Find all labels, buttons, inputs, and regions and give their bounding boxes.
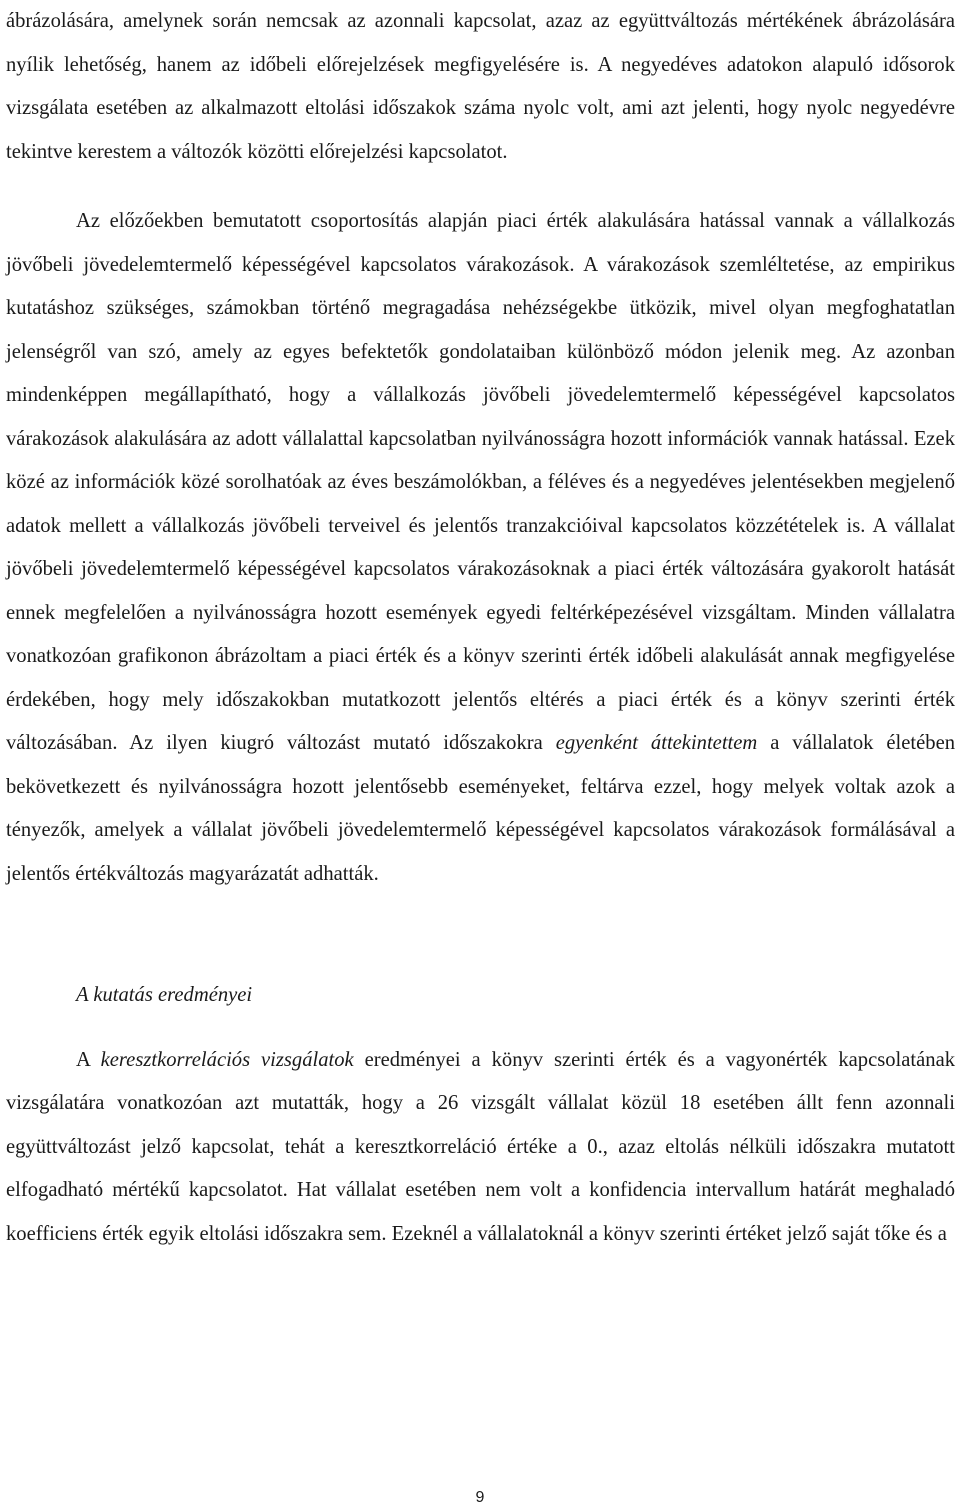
document-page — [6, 0, 955, 1256]
section-heading: A kutatás eredményei — [76, 984, 253, 1006]
paragraph-1: ábrázolására, amelynek során nemcsak az azonnali kapcsolat, azaz az együttváltozás mértékének ábrázolására nyílik lehetőség, hanem az időbeli előrejelzések megfigyelésére is. A negyedéves adatokon alapuló idősorok vizsgálata esetében az alkalmazott eltolási időszakok száma nyolc volt, ami azt jelenti, hogy nyolc negyedévre tekintve kerestem a változók közötti előrejelzési kapcsolatot. — [6, 10, 955, 163]
paragraph-2-text-start: Az előzőekben bemutatott csoportosítás alapján piaci érték alakulására hatással vannak a vállalkozás jövőbeli jövedelemtermelő képességével kapcsolatos várakozások. A várakozások szemléltetése, az empirikus kutatáshoz szükséges, számokban történő megragadása nehézségekbe ütközik, mivel olyan megfoghatatlan jelenségről van szó, amely az egyes befektetők gondolataiban különböző módon jelenik meg. Az azonban mindenképpen megállapítható, hogy a vállalkozás jövőbeli jövedelemtermelő képességével kapcsolatos várakozások alakulására az adott vállalattal kapcsolatban nyilvánosságra hozott információk vannak hatással. Ezek közé az információk közé sorolhatóak az éves beszámolókban, a féléves és a negyedéves jelentésekben megjelenő adatok mellett a vállalkozás jövőbeli terveivel és jelentős tranzakcióival kapcsolatos közzétételek is. A vállalat jövőbeli jövedelemtermelő képességével kapcsolatos várakozásoknak a piaci érték változására gyakorolt hatását ennek megfelelően a nyilvánosságra hozott események egyedi feltérképezésével vizsgáltam. Minden vállalatra vonatkozóan grafikonon ábrázoltam a piaci érték és a könyv szerinti érték időbeli alakulását annak megfigyelése érdekében, hogy mely időszakokban mutatkozott jelentős eltérés a piaci érték és a könyv szerinti érték változásában. Az ilyen kiugró változást mutató időszakokra — [6, 210, 955, 754]
paragraph-2 — [6, 200, 955, 896]
results-paragraph — [6, 1039, 955, 1257]
paragraph-2-text-end: a vállalatok életében bekövetkezett és nyilvánosságra hozott jelentősebb eseményeket, feltárva ezzel, hogy melyek voltak azok a tényezők, amelyek a vállalat jövőbeli jövedelemtermelő képességével kapcsolatos várakozások formálásával a jelentős értékváltozás magyarázatát adhatták. — [6, 732, 956, 885]
paragraph-2-emphasis: egyenként áttekintettem — [555, 732, 758, 754]
page-number: 9 — [475, 1489, 485, 1506]
results-paragraph-text-start: A — [76, 1048, 101, 1071]
results-paragraph-emphasis: keresztkorrelációs vizsgálatok — [100, 1048, 354, 1071]
results-paragraph-text-end: eredményei a könyv szerinti érték és a vagyonérték kapcsolatának vizsgálatára vonatkozóan azt mutatták, hogy a 26 vizsgált vállalat közül 18 esetében állt fenn azonnali együttváltozást jelző kapcsolat, tehát a keresztkorreláció értéke a 0., azaz eltolás nélküli időszakra mutatott elfogadható mértékű kapcsolatot. Hat vállalat esetében nem volt a konfidencia intervallum határát meghaladó koefficiens érték egyik eltolási időszakra sem. Ezeknél a vállalatoknál a könyv szerinti értéket jelző saját tőke és a — [6, 1048, 956, 1245]
